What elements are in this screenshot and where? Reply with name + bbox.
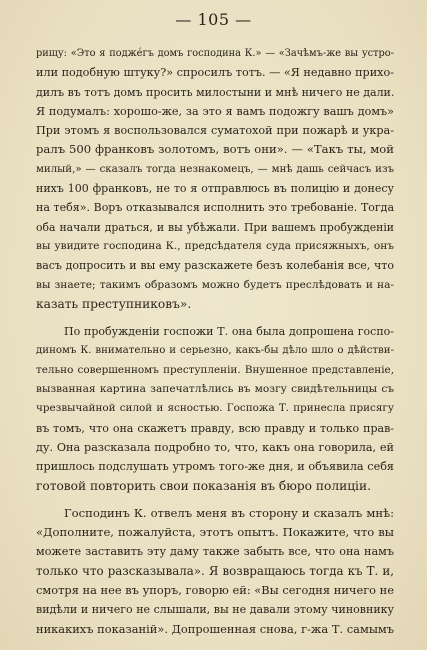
text-line: васъ допросить и вы ему разскажете безъ колебанія все, что: [36, 259, 394, 273]
text-line: вы знаете; такимъ образомъ можно будетъ преслѣдовать и на-: [36, 278, 394, 291]
text-line: никакихъ показаній». Допрошенная снова, г-жа Т. самымъ: [36, 621, 394, 636]
text-line: казать преступниковъ».: [36, 296, 192, 311]
text-line: только что разсказывала». Я возвращаюсь тогда къ Т. и,: [36, 563, 394, 578]
text-line: «Дополните, пожалуйста, этотъ опытъ. Покажите, что вы: [36, 525, 394, 540]
text-line: рищу: «Это я подже́гъ домъ господина К.» — «Зачѣмъ-же вы устро-: [36, 48, 394, 59]
text-line: По пробужденіи госпожи Т. она была допрошена госпо-: [64, 325, 394, 339]
text-line: или подобную штуку?» спросилъ тотъ. — «Я недавно прихо-: [36, 66, 394, 80]
text-line: вызванная картина запечатлѣлись въ мозгу свидѣтельницы съ: [36, 383, 394, 396]
text-line: нихъ 100 франковъ, не то я отправлюсь въ полицію и донесу: [36, 182, 394, 196]
text-line: ралъ 500 франковъ золотомъ, вотъ они». — «Такъ ты, мой: [36, 142, 394, 157]
text-line: ду. Она разсказала подробно то, что, какъ она говорила, ей: [36, 440, 394, 454]
paragraph-3: [36, 504, 394, 639]
text-line: диномъ К. внимательно и серьезно, какъ-бы дѣло шло о дѣйстви-: [36, 345, 394, 357]
paragraph-2: [36, 322, 394, 496]
text-line: тельно совершенномъ преступленіи. Внушенное представленіе,: [36, 363, 394, 376]
text-line: готовой повторить свои показанія въ бюро полиціи.: [36, 478, 371, 493]
text-line: въ томъ, что она скажетъ правду, всю правду и только прав-: [36, 421, 394, 435]
text-line: вы увидите господина К., предсѣдателя суда присяжныхъ, онъ: [36, 239, 394, 252]
text-line: дилъ въ тотъ домъ просить милостыни и мнѣ ничего не дали.: [36, 85, 394, 99]
text-line: Я подумалъ: хорошо-же, за это я вамъ подожгу вашъ домъ»: [36, 104, 394, 118]
paragraph-1: [36, 44, 394, 314]
text-line: Господинъ К. отвелъ меня въ сторону и сказалъ мнѣ:: [64, 505, 394, 520]
page-body: [36, 44, 394, 639]
text-line: видѣли и ничего не слышали, вы не давали этому чиновнику: [36, 603, 394, 617]
text-line: пришлось подслушать утромъ того-же дня, и объявила себя: [36, 460, 394, 474]
page-number: — 105 —: [175, 10, 252, 29]
text-line: чрезвычайной силой и ясностью. Госпожа Т. принесла присягу: [36, 402, 394, 415]
text-line: милый,» — сказалъ тогда незнакомецъ, — мнѣ дашь сейчасъ изъ: [36, 163, 394, 175]
text-line: При этомъ я воспользовался суматохой при пожарѣ и укра-: [36, 124, 394, 138]
text-line: оба начали драться, и вы убѣжали. При вашемъ пробужденіи: [36, 220, 394, 234]
text-line: смотря на нее въ упоръ, говорю ей: «Вы сегодня ничего не: [36, 583, 394, 598]
text-line: можете заставить эту даму также забыть все, что она намъ: [36, 545, 394, 559]
text-line: на тебя». Воръ отказывался исполнить это требованіе. Тогда: [36, 201, 394, 215]
